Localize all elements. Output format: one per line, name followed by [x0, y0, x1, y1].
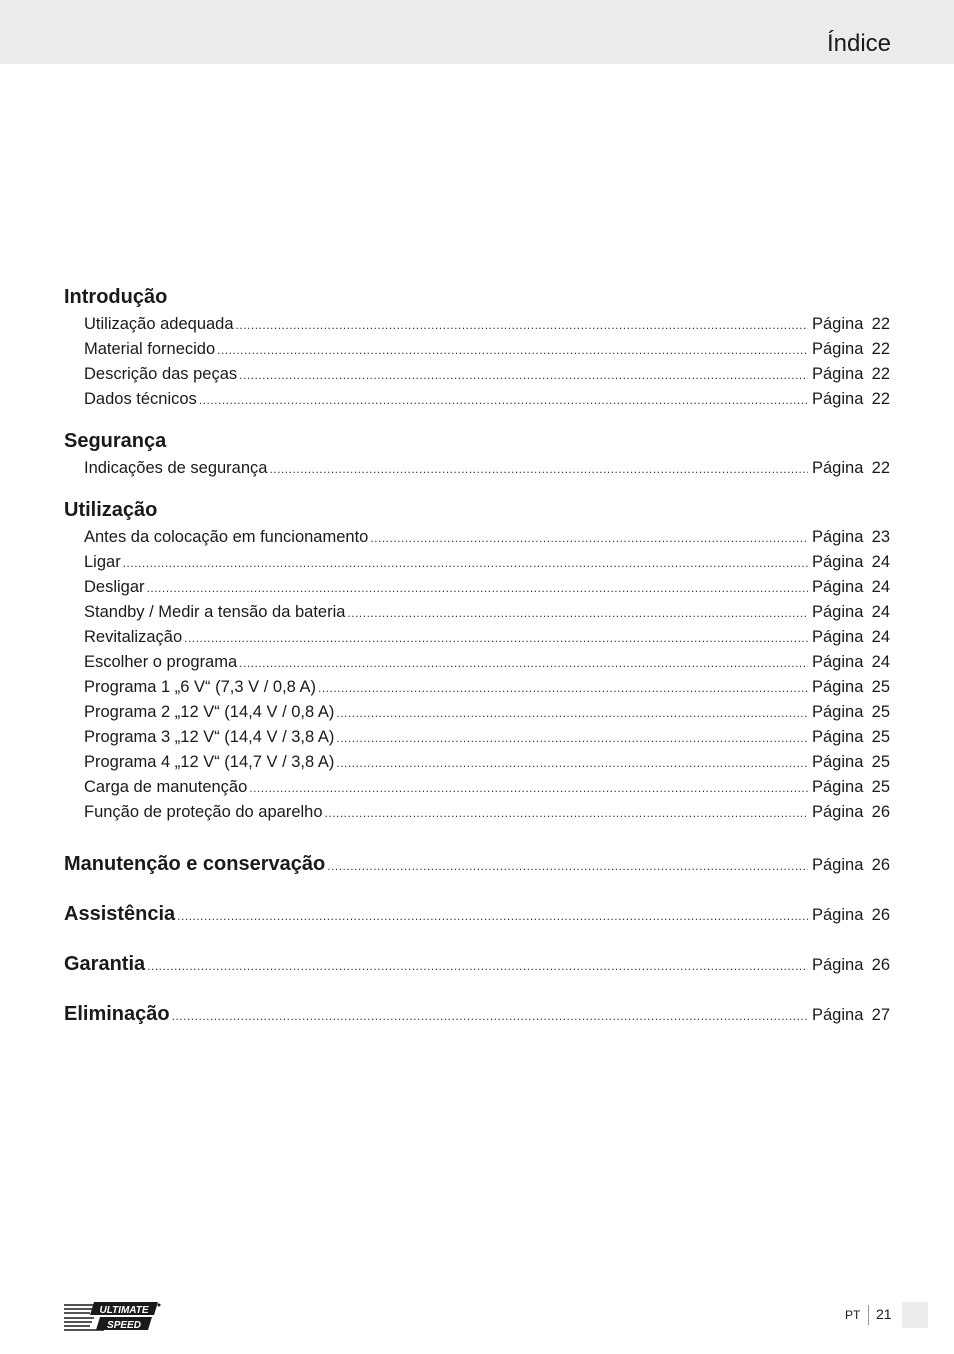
section-title: Segurança [64, 430, 167, 452]
toc-entry[interactable] [64, 725, 890, 750]
toc-entry-label: Programa 2 „12 V“ (14,4 V / 0,8 A) [84, 703, 335, 721]
dot-leader [336, 701, 808, 726]
toc-main-entry-label: Garantia [64, 953, 146, 975]
page-number: 25 [871, 753, 890, 771]
header-band [0, 0, 954, 64]
toc-entry-label: Desligar [84, 578, 145, 596]
toc-main-entry[interactable] [64, 989, 890, 1039]
toc-entry[interactable] [64, 625, 890, 650]
page-word: Página [812, 906, 864, 924]
page-number: 25 [871, 778, 890, 796]
page-number: 24 [871, 653, 890, 671]
dot-leader [325, 801, 808, 826]
page-number: 24 [871, 553, 890, 571]
page-number: 26 [871, 956, 890, 974]
page-word: Página [812, 528, 864, 546]
section-title: Introdução [64, 286, 168, 308]
toc-entry[interactable] [64, 456, 890, 481]
language-code: PT [845, 1308, 861, 1322]
page-word: Página [812, 803, 864, 821]
page-word: Página [812, 1006, 864, 1024]
toc-entry[interactable] [64, 650, 890, 675]
dot-leader [318, 676, 808, 701]
table-of-contents [64, 282, 890, 1039]
page-word: Página [812, 753, 864, 771]
toc-section-seguranca [64, 426, 890, 481]
toc-entry-label: Standby / Medir a tensão da bateria [84, 603, 346, 621]
dot-leader [217, 338, 808, 363]
page-word: Página [812, 856, 864, 874]
toc-main-entry[interactable] [64, 839, 890, 889]
toc-main-entry-label: Assistência [64, 903, 176, 925]
dot-leader [123, 551, 808, 576]
dot-leader [347, 601, 808, 626]
dot-leader [370, 526, 808, 551]
toc-entry[interactable] [64, 600, 890, 625]
page-word: Página [812, 390, 864, 408]
toc-section-utilizacao [64, 495, 890, 825]
dot-leader [269, 457, 808, 482]
dot-leader [199, 388, 808, 413]
dot-leader [327, 841, 808, 891]
dot-leader [336, 726, 808, 751]
toc-entry-label: Descrição das peças [84, 365, 238, 383]
toc-entry[interactable] [64, 362, 890, 387]
toc-entry-label: Programa 4 „12 V“ (14,7 V / 3,8 A) [84, 753, 335, 771]
dot-leader [147, 576, 808, 601]
page-word: Página [812, 553, 864, 571]
page-number: 26 [871, 856, 890, 874]
toc-main-entry-label: Manutenção e conservação [64, 853, 326, 875]
ultimate-speed-logo [64, 1302, 162, 1332]
logo-text-top: ULTIMATE [99, 1305, 149, 1316]
page-number: 22 [871, 340, 890, 358]
toc-entry-label: Escolher o programa [84, 653, 238, 671]
page-number: 26 [871, 803, 890, 821]
toc-main-entry[interactable] [64, 889, 890, 939]
logo-text-bottom: SPEED [107, 1320, 141, 1331]
toc-entry[interactable] [64, 700, 890, 725]
toc-entry[interactable] [64, 775, 890, 800]
toc-entry-label: Função de proteção do aparelho [84, 803, 323, 821]
page-number: 23 [871, 528, 890, 546]
page-number: 22 [871, 365, 890, 383]
page-word: Página [812, 703, 864, 721]
dot-leader [249, 776, 808, 801]
dot-leader [336, 751, 808, 776]
page-number: 22 [871, 459, 890, 477]
page-number: 22 [871, 390, 890, 408]
page-word: Página [812, 956, 864, 974]
dot-leader [184, 626, 808, 651]
page-word: Página [812, 459, 864, 477]
page-word: Página [812, 778, 864, 796]
page-number: 24 [871, 628, 890, 646]
toc-entry[interactable] [64, 525, 890, 550]
page-number: 24 [871, 578, 890, 596]
toc-entry[interactable] [64, 387, 890, 412]
toc-entry-label: Antes da colocação em funcionamento [84, 528, 369, 546]
dot-leader [239, 651, 808, 676]
page-word: Página [812, 315, 864, 333]
page-word: Página [812, 678, 864, 696]
toc-entry[interactable] [64, 337, 890, 362]
toc-entry-label: Ligar [84, 553, 121, 571]
dot-leader [239, 363, 808, 388]
dot-leader [172, 991, 808, 1041]
page-word: Página [812, 653, 864, 671]
toc-entry[interactable] [64, 575, 890, 600]
toc-entry-label: Programa 3 „12 V“ (14,4 V / 3,8 A) [84, 728, 335, 746]
page-number: 27 [871, 1006, 890, 1024]
toc-main-entry-label: Eliminação [64, 1003, 170, 1025]
dot-leader [147, 941, 808, 991]
section-title: Utilização [64, 499, 158, 521]
toc-section-introducao [64, 282, 890, 412]
page-number: 24 [871, 603, 890, 621]
toc-entry-label: Carga de manutenção [84, 778, 248, 796]
toc-entry-label: Indicações de segurança [84, 459, 268, 477]
toc-entry-label: Utilização adequada [84, 315, 234, 333]
page-number: 22 [871, 315, 890, 333]
dot-leader [236, 313, 808, 338]
page-word: Página [812, 603, 864, 621]
toc-entry[interactable] [64, 675, 890, 700]
toc-entry[interactable] [64, 800, 890, 825]
page-title: Índice [826, 30, 891, 57]
toc-entry[interactable] [64, 750, 890, 775]
footer-divider [868, 1305, 869, 1325]
page-word: Página [812, 728, 864, 746]
toc-main-entry[interactable] [64, 939, 890, 989]
page-number: 26 [871, 906, 890, 924]
toc-entry-label: Dados técnicos [84, 390, 197, 408]
page-word: Página [812, 628, 864, 646]
page-number: 25 [871, 728, 890, 746]
toc-entry-label: Revitalização [84, 628, 183, 646]
footer-page-number: 21 [876, 1306, 892, 1322]
dot-leader [177, 891, 808, 941]
page-word: Página [812, 365, 864, 383]
toc-entry[interactable] [64, 312, 890, 337]
footer-tab-marker [902, 1302, 928, 1328]
page-number: 25 [871, 678, 890, 696]
toc-entry[interactable] [64, 550, 890, 575]
toc-entry-label: Material fornecido [84, 340, 216, 358]
page-word: Página [812, 578, 864, 596]
page-word: Página [812, 340, 864, 358]
toc-entry-label: Programa 1 „6 V“ (7,3 V / 0,8 A) [84, 678, 317, 696]
page-number: 25 [871, 703, 890, 721]
